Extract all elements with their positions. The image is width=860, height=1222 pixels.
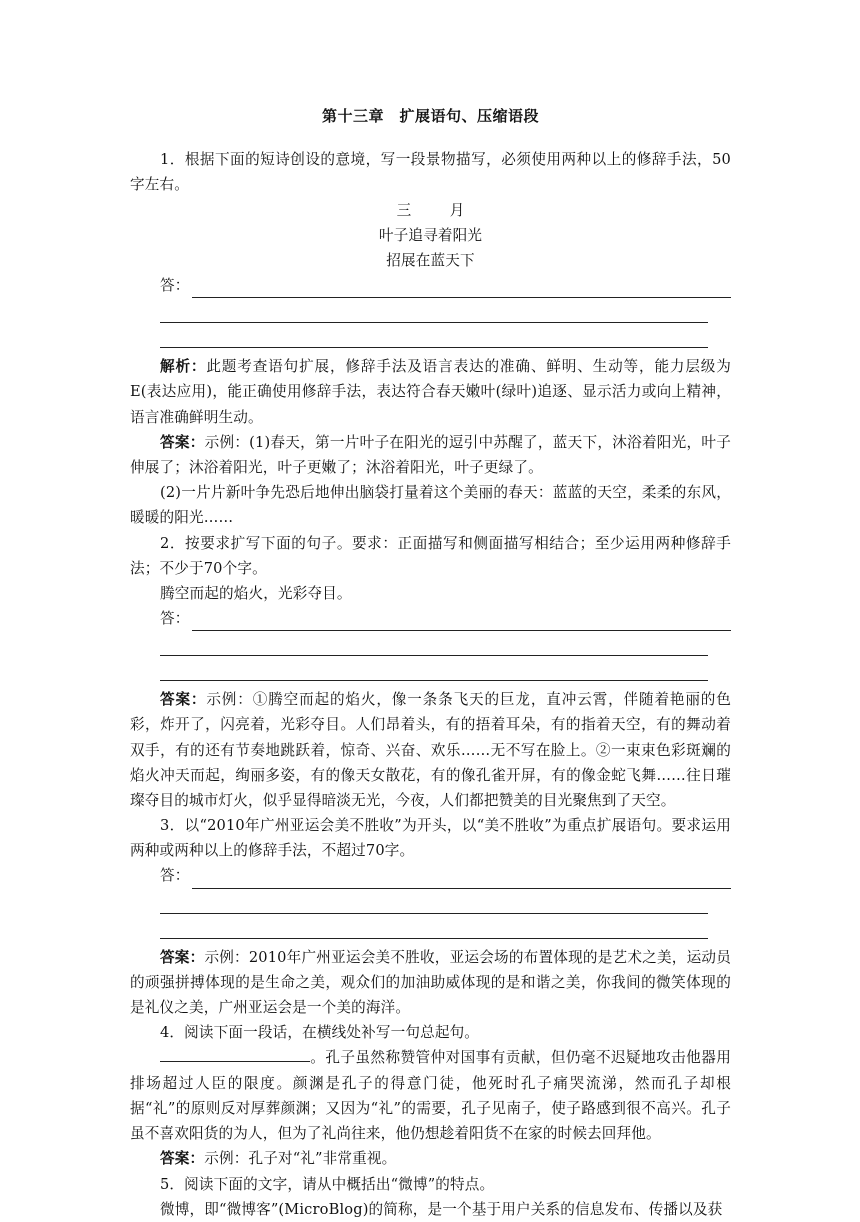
question-3-stem: 3．以“2010年广州亚运会美不胜收”为开头，以“美不胜收”为重点扩展语句。要求运用两种或两种以上的修辞手法，不超过70字。 <box>130 817 731 860</box>
answer-line-2[interactable] <box>130 606 731 631</box>
key-text: 示例：2010年广州亚运会美不胜收，亚运会场的布置体现的是艺术之美，运动员的顽强拼搏体现的是生命之美，观众们的加油助威体现的是和谐之美，你我间的微笑体现的是礼仪之美，广州亚运会是一个美的海洋。 <box>130 948 731 1017</box>
question-5-stem: 5．阅读下面的文字，请从中概括出“微博”的特点。 <box>160 1175 495 1193</box>
answer-line-1[interactable] <box>130 273 731 298</box>
answer-blank-line[interactable] <box>160 656 708 681</box>
answer-blank-line[interactable] <box>160 631 708 656</box>
key-label: 答案： <box>160 1150 205 1168</box>
answer-line-3[interactable] <box>130 864 731 889</box>
chapter-title: 第十三章 扩展语句、压缩语段 <box>321 107 539 125</box>
key-label: 答案： <box>160 691 207 709</box>
question-1-stem: 1．根据下面的短诗创设的意境，写一段景物描写，必须使用两种以上的修辞手法，50字左右。 <box>130 151 731 194</box>
answer-blank-line[interactable] <box>160 889 708 914</box>
question-4-stem: 4．阅读下面一段话，在横线处补写一句总起句。 <box>160 1024 480 1042</box>
key-label: 答案： <box>160 433 205 451</box>
question-4-passage <box>130 1045 731 1146</box>
question-1-key-part-1 <box>130 430 731 480</box>
key-label: 答案： <box>160 948 205 966</box>
poem-line-2: 招展在蓝天下 <box>386 252 475 270</box>
poem-title: 三 月 <box>396 201 477 219</box>
answer-blank-line[interactable] <box>160 298 708 323</box>
analysis-label: 解析： <box>160 358 207 376</box>
question-2-key <box>130 687 731 813</box>
answer-blank[interactable] <box>192 870 732 889</box>
fill-in-blank[interactable] <box>160 1047 310 1062</box>
answer-label: 答： <box>160 867 190 885</box>
answer-blank[interactable] <box>192 279 732 298</box>
question-1-key-part-2: (2)一片片新叶争先恐后地伸出脑袋打量着这个美丽的春天：蓝蓝的天空，柔柔的东风，暖暖的阳光…… <box>130 484 731 527</box>
answer-blank[interactable] <box>192 612 732 631</box>
passage-text: 。孔子虽然称赞管仲对国事有贡献，但仍毫不迟疑地攻击他器用排场超过人臣的限度。颜渊是孔子的得意门徒，他死时孔子痛哭流涕，然而孔子却根据“礼”的原则反对厚葬颜渊；又因为“礼”的需要，孔子见南子，使子路感到很不高兴。孔子虽不喜欢阳货的为人，但为了礼尚往来，他仍想趁着阳货不在家的时候去回拜他。 <box>130 1049 731 1143</box>
key-text: 示例：(1)春天，第一片叶子在阳光的逗引中苏醒了，蓝天下，沐浴着阳光，叶子伸展了；沐浴着阳光，叶子更嫩了；沐浴着阳光，叶子更绿了。 <box>130 433 731 477</box>
answer-label: 答： <box>160 277 190 295</box>
answer-label: 答： <box>160 610 190 628</box>
question-2-sentence: 腾空而起的焰火，光彩夺目。 <box>160 585 352 603</box>
key-text: 示例：①腾空而起的焰火，像一条条飞天的巨龙，直冲云霄，伴随着艳丽的色彩，炸开了，闪亮着，光彩夺目。人们昂着头，有的捂着耳朵，有的指着天空，有的舞动着双手，有的还有节奏地跳跃着，惊奇、兴奋、欢乐……无不写在脸上。②一束束色彩斑斓的焰火冲天而起，绚丽多姿，有的像天女散花，有的像孔雀开屏，有的像金蛇飞舞……往日璀璨夺目的城市灯火，似乎显得暗淡无光，今夜，人们都把赞美的目光聚焦到了天空。 <box>130 691 731 810</box>
key-text: 示例：孔子对“礼”非常重视。 <box>204 1150 397 1168</box>
question-2-stem: 2．按要求扩写下面的句子。要求：正面描写和侧面描写相结合；至少运用两种修辞手法；不少于70个字。 <box>130 534 731 577</box>
document-content <box>130 104 731 1222</box>
question-3-key <box>130 945 731 1021</box>
analysis-text: 此题考查语句扩展，修辞手法及语言表达的准确、鲜明、生动等，能力层级为E(表达应用)，能正确使用修辞手法，表达符合春天嫩叶(绿叶)追逐、显示活力或向上精神，语言准确鲜明生动。 <box>130 358 731 426</box>
question-1-analysis <box>130 354 731 430</box>
poem-line-1: 叶子追寻着阳光 <box>378 226 483 244</box>
answer-blank-line[interactable] <box>160 323 708 348</box>
question-5-passage: 微博，即“微博客”(MicroBlog)的简称，是一个基于用户关系的信息发布、传播以及获 <box>160 1200 723 1218</box>
answer-blank-line[interactable] <box>160 914 708 939</box>
question-4-key <box>130 1146 731 1171</box>
